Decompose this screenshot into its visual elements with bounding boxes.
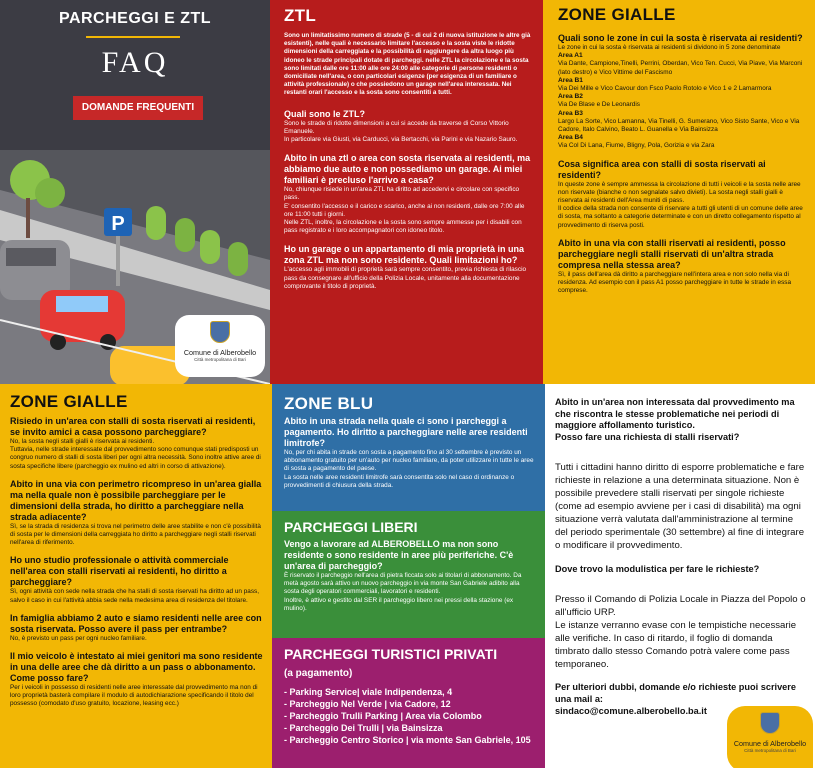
ztl-heading: ZTL	[284, 6, 317, 25]
zg-bottom-answer-2: Sì, se la strada di residenza si trova nel perimetro delle aree stabilite e non c'è possibilità di sosta per le dimensioni della carreggiata ho diritto a parcheggiare negli stalli riservati nell'area di riferimento.	[10, 522, 261, 547]
area-label: Area B1	[558, 76, 583, 84]
zone-blu-answer-1: No, per chi abita in strade con sosta a pagamento fino al 30 settembre è previsto un abbonamento gratuito per un'auto per nucleo familiare, da poter utilizzare in tutte le aree di sosta a pagamento del paese. La sosta nelle aree residenti limitrofe sarà consentita solo nel caso di ordinanze o provvedimenti di chiusura della strada.	[284, 449, 534, 489]
ztl-answer-2: No, chiunque risiede in un'area ZTL ha diritto ad accedervi e circolare con specifico pass. E' consentito l'accesso e il carico e scarico, anche ai non residenti, dalle ore 7:00 alle ore 11:00 tutti i giorni. Nelle ZTL, inoltre, la circolazione e la sosta sono sempre ammesse per i disabili con pass registrato e i loro accompagnatori con idoneo titolo.	[284, 186, 525, 235]
parcheggi-privati-panel	[272, 638, 545, 768]
area-label: Area B2	[558, 93, 583, 101]
parcheggi-liberi-heading: PARCHEGGI LIBERI	[284, 519, 418, 535]
parcheggi-liberi-panel	[272, 511, 545, 638]
ztl-question-1: Quali sono le ZTL?	[284, 108, 365, 119]
parking-list-item: - Parcheggio Trulli Parking | Area via Colombo	[284, 711, 482, 721]
ztl-answer-3: L'accesso agli immobili di proprietà sarà sempre consentito, previa richiesta di rilascio pass da consegnare all'ufficio della Polizia Locale, unitamente alla documentazione comprovante il titolo di proprietà.	[284, 266, 527, 290]
hero-panel	[0, 0, 270, 384]
zg-bottom-answer-3: Sì, ogni attività con sede nella strada che ha stalli di sosta riservati ha diritto ad un pass, salvo il caso in cui l'attività abbia sede nella medesima area di residenza del titolare.	[10, 588, 260, 604]
logo-sub: Città metropolitana di Bari	[744, 748, 796, 753]
general-answer-1: Tutti i cittadini hanno diritto di esporre problematiche e fare richieste in relazione a una determinata situazione. Non è possibile prevedere stalli riservati per singole richieste (come ad esempio avviene per i casi di disabilità) ma ogni situazione verrà valutata dall'amministrazione al termine del periodo sperimentale (30 settembre) al fine di integrare o modificare il provvedimento.	[555, 462, 805, 551]
zg-top-answer-3: Sì, il pass dell'area dà diritto a parcheggiare nell'intera area e non solo nella via di residenza. Ad esempio con il pass A1 posso parcheggiare in tutte le strade in essa comprese.	[558, 270, 792, 295]
parcheggi-liberi-question-1: Vengo a lavorare ad ALBEROBELLO ma non sono residente o sono residente in aree più periferiche. C'è un'area di parcheggio?	[284, 539, 514, 571]
general-question-2: Dove trovo la modulistica per fare le richieste?	[555, 564, 760, 574]
ztl-question-2: Abito in una ztl o area con sosta riservata ai residenti, ma abbiamo due auto e non possediamo un garage. Ai miei familiari è precluso l'arrivo a casa?	[284, 153, 531, 186]
logo-sub: Città metropolitana di Bari	[194, 357, 246, 362]
area-label: Area B4	[558, 134, 583, 142]
parking-list-item: - Parcheggio Dei Trulli | via Bainsizza	[284, 723, 443, 733]
zg-bottom-answer-1: No, la sosta negli stalli gialli è riservata ai residenti. Tuttavia, nelle strade interessate dal provvedimento sono comunque stati predisposti un congruo numero di stalli di sosta liberi per ogni altra necessità. Sono inoltre attive aree di sosta specifiche libere (parcheggio ex mulino ed altri in corso di attivazione).	[10, 438, 261, 470]
area-streets: Via Dante, Campione,Tinelli, Perrini, Oberdan, Vico Ten. Cucci, Via Piave, Via Marconi (lato destro) e Vico Vittime del Fascismo	[558, 60, 803, 76]
general-info-panel	[545, 384, 815, 768]
parcheggi-privati-subheading: (a pagamento)	[284, 668, 353, 679]
logo-name: Comune di Alberobello	[183, 348, 257, 357]
title-underline	[86, 36, 180, 38]
zg-bottom-answer-5: Per i veicoli in possesso di residenti nelle aree interessate dal provvedimento ma non di loro proprietà basterà compilare il modulo di autodichiarazione specificando il titolo del possesso (comodato d'uso gratuito, locazione, leasing ecc.)	[10, 684, 258, 708]
area-streets: Via De Blase e De Leonardis	[558, 101, 640, 109]
zone-blu-heading: ZONE BLU	[284, 394, 374, 413]
parking-list	[284, 687, 535, 746]
zg-top-question-2: Cosa significa area con stalli di sosta riservati ai residenti?	[558, 158, 766, 180]
zone-blu-panel	[272, 384, 545, 511]
parking-list-item: - Parking Service| viale Indipendenza, 4	[284, 687, 453, 697]
zone-gialle-top-panel	[543, 0, 815, 384]
faq-title: FAQ	[101, 46, 169, 79]
coat-of-arms-icon	[210, 321, 230, 343]
zone-gialle-bottom-heading: ZONE GIALLE	[10, 392, 128, 411]
general-question-3: Per ulteriori dubbi, domande e/o richieste puoi scrivere una mail a:	[555, 682, 796, 704]
general-question-1: Abito in un'area non interessata dal provvedimento ma che riscontra le stesse problematiche nei periodi di maggiore affollamento turistico. Posso fare una richiesta di stalli riservati?	[555, 397, 795, 442]
logo-name: Comune di Alberobello	[733, 739, 807, 748]
zone-gialle-bottom-panel	[0, 384, 272, 768]
svg-text:P: P	[111, 213, 125, 235]
zone-blu-question-1: Abito in una strada nella quale ci sono i parcheggi a pagamento. Ho diritto a parcheggiare nelle aree residenti limitrofe?	[284, 416, 528, 448]
coat-of-arms-icon	[760, 712, 780, 734]
zg-bottom-answer-4: No, è previsto un pass per ogni nucleo familiare.	[10, 634, 147, 642]
ztl-panel	[270, 0, 543, 384]
hero-title: PARCHEGGI E ZTL	[58, 10, 212, 27]
ztl-intro: Sono un limitatissimo numero di strade (5 - di cui 2 di nuova istituzione le altre già esistenti), nelle quali è necessario limitare l'accesso e la sosta viste le ridotte dimensioni della carreggiata e la possibilità di raggiungere da altra luogo più idoneo le strade principali dotate di parcheggi. nelle ZTL la circolazione e la sosta sono limitati dalle ore 11:00 alle ore 24:00 alle categorie di persone residenti o domiciliate nell'area, o con particolari esigenze (per esigenza di un familiare o attività professionale) o che possiedono un garage nell'area interessata. Nei restanti orari l'accesso e la sosta sono consentiti a tutti.	[284, 32, 531, 97]
email-link[interactable]: sindaco@comune.alberobello.ba.it	[555, 706, 707, 716]
parking-list-item: - Parcheggio Centro Storico | via monte San Gabriele, 105	[284, 735, 531, 745]
zg-bottom-question-5: Il mio veicolo è intestato ai miei genitori ma sono residente in una delle aree che dà diritto a un pass o abbonamento. Come posso fare?	[10, 651, 263, 684]
area-streets: Via Dei Mille e Vico Cavour don Fsco Paolo Rotolo e Vico 1 e 2 Lamarmora	[558, 85, 772, 93]
parcheggi-liberi-answer-1: È riservato il parcheggio nell'area di pietra ficcata solo ai titolari di abbonamento. Da metà agosto sarà attivo un nuovo parcheggio in via monte San Gabriele adibito alla sosta degli operatori commerciali, lavoratori e residenti. Inoltre, è attivo e gestito dal SER il parcheggio libero nei pressi della stazione (ex mulino).	[284, 572, 522, 612]
area-streets: Via Col Di Lana, Fiume, Bligny, Pola, Gorizia e via Zara	[558, 142, 715, 150]
zg-bottom-question-1: Risiedo in un'area con stalli di sosta riservati ai residenti, se invito amici a casa possono parcheggiare?	[10, 416, 256, 437]
zg-top-answer-1-intro: Le zone in cui la sosta è riservata ai residenti si dividono in 5 zone denominate	[558, 44, 781, 51]
comune-logo	[175, 315, 265, 377]
domande-frequenti-button[interactable]: DOMANDE FREQUENTI	[73, 96, 203, 120]
zg-bottom-question-4: In famiglia abbiamo 2 auto e siamo residenti nelle aree con sosta riservata. Posso avere il pass per entrambe?	[10, 612, 262, 634]
zg-top-question-1: Quali sono le zone in cui la sosta è riservata ai residenti?	[558, 33, 803, 43]
area-list	[558, 52, 807, 150]
zg-top-question-3: Abito in una via con stalli riservati ai residenti, posso parcheggiare negli stalli riservati di un'altra strada compresa nella stessa area?	[558, 237, 786, 270]
zg-bottom-question-3: Ho uno studio professionale o attività commerciale nell'area con stalli riservati ai residenti, ho diritto a parcheggiare?	[10, 555, 229, 588]
parking-list-item: - Parcheggio Nel Verde | via Cadore, 12	[284, 699, 451, 709]
area-label: Area B3	[558, 109, 583, 117]
ztl-question-3: Ho un garage o un appartamento di mia proprietà in una zona ZTL ma non sono residente. Quali limitazioni ho?	[284, 244, 525, 266]
zone-gialle-top-heading: ZONE GIALLE	[558, 5, 676, 24]
comune-logo-bottom	[727, 706, 813, 768]
ztl-answer-1: Sono le strade di ridotte dimensioni a cui si accede da traverse di Corso Vittorio Emanuele. In particolare via Giusti, via Carducci, via Bertacchi, via Parini e via Nazario Sauro.	[284, 119, 518, 144]
parcheggi-privati-heading: PARCHEGGI TURISTICI PRIVATI	[284, 646, 498, 662]
general-answer-2: Presso il Comando di Polizia Locale in Piazza del Popolo o all'ufficio URP. Le istanze verranno evase con le tempistiche necessarie alle verifiche. In caso di ritardo, il foglio di domanda timbrato dallo stesso Comando potrà valere come pass temporaneo.	[555, 594, 806, 670]
zg-top-answer-2: In queste zone è sempre ammessa la circolazione di tutti i veicoli e la sosta nelle aree non riservate (bianche o non segnalate salvo divieti). La sosta negli stalli gialli è riservata ai residenti dell'Area muniti di pass. Il codice della strada non consente di riservare a tutti gli utenti di un comune delle aree di sosta, ma soltanto a categorie determinate e con un diretto collegamento rispetto al provvedimento di riserva posti.	[558, 180, 803, 229]
zg-bottom-question-2: Abito in una via con perimetro ricompreso in un'area gialla ma nella quale non è possibile parcheggiare per le dimensioni della strada, ho diritto a parcheggiare nella strada adiacente?	[10, 478, 262, 522]
area-streets: Largo La Sorte, Vico Lamanna, Via Tinelli, G. Sumerano, Vico Sisto Sante, Vico e Via Cadore, Italo Calvino, Beato L. Guanella e Via Bainsizza	[558, 117, 800, 134]
area-label: Area A1	[558, 52, 583, 60]
